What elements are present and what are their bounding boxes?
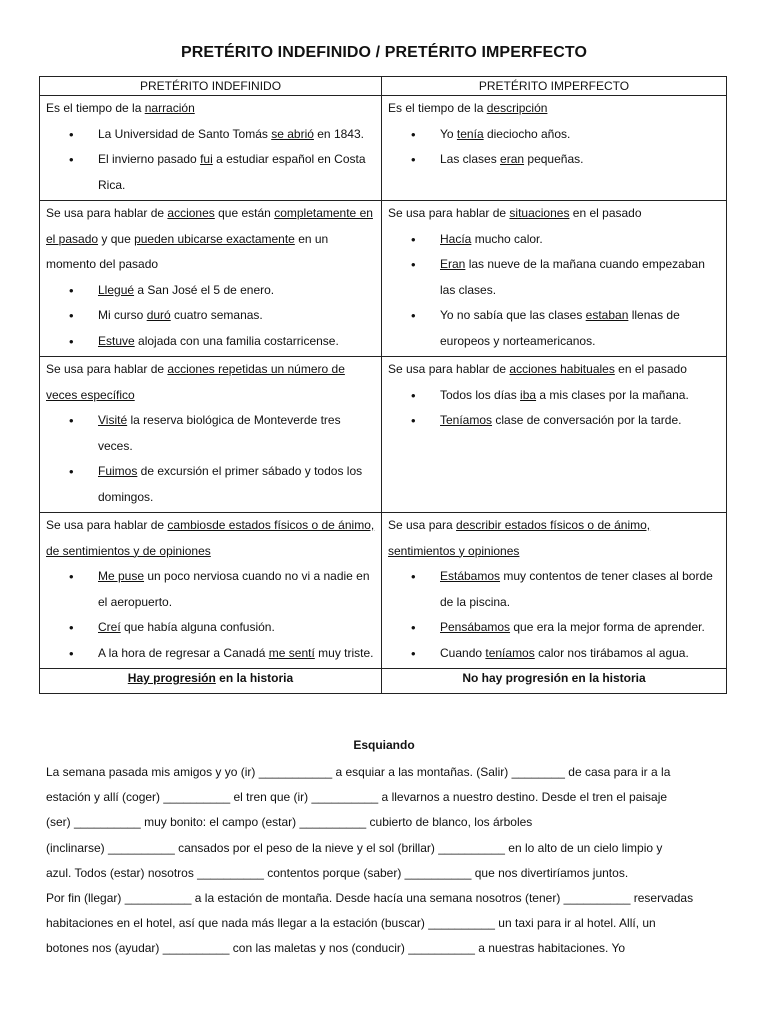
list-item xyxy=(90,303,375,329)
list-item xyxy=(90,278,375,304)
list-item xyxy=(432,615,720,641)
verb: Eran xyxy=(440,257,466,271)
list-item xyxy=(432,147,720,173)
text: muy triste. xyxy=(314,645,374,660)
text: alojada con una familia costarricense. xyxy=(134,333,339,348)
verb: se abrió xyxy=(271,126,314,141)
key-term: descripción xyxy=(486,101,548,115)
key-term: describir estados físicos o de ánimo, sentimientos y opiniones xyxy=(388,518,651,558)
text: a San José el 5 de enero. xyxy=(134,282,275,297)
text: cuatro semanas. xyxy=(170,308,263,322)
text: que había alguna confusión. xyxy=(120,620,275,634)
list-item xyxy=(432,303,720,354)
text: en la historia xyxy=(215,671,294,685)
text: Las clases xyxy=(440,152,501,166)
exercise-line: (inclinarse) __________ cansados por el peso de la nieve y el sol (brillar) __________ en lo alto de un cielo limpio y xyxy=(46,840,663,855)
text: un poco nerviosa cuando no vi a nadie en el aeropuerto. xyxy=(98,569,370,609)
key-term: completamente en el pasado xyxy=(46,206,373,246)
key-term: narración xyxy=(144,101,195,115)
verb: teníamos xyxy=(485,645,535,660)
text: El invierno pasado xyxy=(98,152,201,166)
example-list xyxy=(388,564,720,666)
table-row xyxy=(40,201,727,357)
key-term: acciones habituales xyxy=(509,362,615,376)
text: dieciocho años. xyxy=(483,126,571,141)
text: las nueve de la mañana cuando empezaban las clases. xyxy=(440,257,705,297)
key-term: acciones repetidas un número de veces específico xyxy=(46,362,345,402)
verb: me sentí xyxy=(268,645,315,660)
rule-text xyxy=(388,357,720,383)
list-item xyxy=(90,615,375,641)
list-item xyxy=(90,459,375,510)
verb: iba xyxy=(520,387,537,402)
example-list xyxy=(388,122,720,173)
header-imperfecto: PRETÉRITO IMPERFECTO xyxy=(382,77,727,96)
text: Yo no sabía que las clases xyxy=(440,308,586,322)
text: Todos los días xyxy=(440,387,521,402)
rule-text xyxy=(46,513,375,564)
cell-imperfecto-habituales xyxy=(382,357,727,513)
text: Se usa para hablar de xyxy=(388,206,510,220)
list-item xyxy=(432,564,720,615)
verb: Fuimos xyxy=(98,464,138,478)
verb: Estábamos xyxy=(440,569,501,583)
example-list xyxy=(46,564,375,666)
verb: Hacía xyxy=(440,231,472,246)
rule-text xyxy=(388,201,720,227)
list-item xyxy=(432,641,720,667)
exercise-line: La semana pasada mis amigos y yo (ir) ___________ a esquiar a las montañas. (Salir) ________ de casa para ir a la xyxy=(46,765,671,779)
list-item xyxy=(90,122,375,148)
cell-imperfecto-descripcion xyxy=(382,96,727,201)
verb: Me puse xyxy=(98,569,145,583)
example-list xyxy=(46,278,375,355)
list-item xyxy=(432,227,720,253)
text: Cuando xyxy=(440,645,486,660)
cell-indefinido-cambios xyxy=(40,513,382,669)
list-item xyxy=(432,252,720,303)
exercise-line: (ser) __________ muy bonito: el campo (estar) __________ cubierto de blanco, los árboles xyxy=(46,815,533,830)
verb: eran xyxy=(500,152,525,166)
list-item xyxy=(90,564,375,615)
text: a mis clases por la mañana. xyxy=(536,387,689,402)
verb: Llegué xyxy=(98,282,135,297)
exercise-line: azul. Todos (estar) nosotros __________ contentos porque (saber) __________ que nos divertiríamos juntos. xyxy=(46,865,629,880)
list-item xyxy=(432,122,720,148)
rule-text xyxy=(388,513,720,564)
text: en un momento del pasado xyxy=(46,231,329,271)
example-list xyxy=(388,383,720,434)
rule-text xyxy=(388,96,720,122)
list-item xyxy=(432,408,720,434)
text: Se usa para hablar de xyxy=(388,362,510,376)
key-term: situaciones xyxy=(509,206,570,220)
verb: Pensábamos xyxy=(440,620,511,634)
table-row xyxy=(40,513,727,669)
rule-text xyxy=(46,357,375,408)
verb: fui xyxy=(200,152,213,166)
text: en el pasado xyxy=(569,206,642,220)
header-indefinido: PRETÉRITO INDEFINIDO xyxy=(40,77,382,96)
text: la reserva biológica de Monteverde tres veces. xyxy=(98,413,341,453)
text: que era la mejor forma de aprender. xyxy=(510,620,705,634)
table-header-row xyxy=(40,77,727,96)
grammar-table xyxy=(39,76,727,694)
exercise-line: Por fin (llegar) __________ a la estación de montaña. Desde hacía una semana nosotros (tener) __________ reservadas xyxy=(46,891,694,906)
table-row xyxy=(40,357,727,513)
verb: Creí xyxy=(98,620,121,634)
text: muy contentos de tener clases al borde de la piscina. xyxy=(440,569,713,609)
text: Se usa para hablar de xyxy=(46,518,168,532)
text: de excursión el primer sábado y todos los domingos. xyxy=(98,464,363,504)
cell-indefinido-acciones xyxy=(40,201,382,357)
text: que están xyxy=(214,206,275,220)
table-footer-row xyxy=(40,669,727,694)
list-item xyxy=(90,147,375,198)
text: a estudiar español en Costa Rica. xyxy=(98,152,366,192)
text: Mi curso xyxy=(98,308,147,322)
table-row xyxy=(40,96,727,201)
rule-text xyxy=(46,201,375,278)
text: A la hora de regresar a Canadá xyxy=(98,645,269,660)
example-list xyxy=(46,122,375,199)
exercise-title: Esquiando xyxy=(353,738,415,752)
text: y que xyxy=(98,231,135,246)
footer-indefinido xyxy=(40,669,382,694)
text: en 1843. xyxy=(313,126,364,141)
cell-imperfecto-estados xyxy=(382,513,727,669)
key-term: pueden ubicarse exactamente xyxy=(134,231,295,246)
key-term: cambiosde estados físicos o de ánimo, de sentimientos y de opiniones xyxy=(46,518,375,558)
text: en el pasado xyxy=(614,362,687,376)
cell-imperfecto-situaciones xyxy=(382,201,727,357)
exercise-text xyxy=(46,760,736,962)
text: mucho calor. xyxy=(471,231,543,246)
verb: Teníamos xyxy=(440,413,493,427)
text: Es el tiempo de la xyxy=(388,101,487,115)
key-term: Hay progresión xyxy=(127,671,216,685)
text: La Universidad de Santo Tomás xyxy=(98,126,272,141)
example-list xyxy=(388,227,720,355)
text: Es el tiempo de la xyxy=(46,101,145,115)
page-title: PRETÉRITO INDEFINIDO / PRETÉRITO IMPERFECTO xyxy=(180,44,588,61)
footer-imperfecto: No hay progresión en la historia xyxy=(382,669,727,694)
list-item xyxy=(90,641,375,667)
cell-indefinido-repetidas xyxy=(40,357,382,513)
text: pequeñas. xyxy=(524,152,584,166)
list-item xyxy=(432,383,720,409)
rule-text xyxy=(46,96,375,122)
key-term: acciones xyxy=(167,206,215,220)
example-list xyxy=(46,408,375,510)
text: llenas de europeos y norteamericanos. xyxy=(440,308,680,348)
verb: Estuve xyxy=(98,333,135,348)
text: clase de conversación por la tarde. xyxy=(492,413,682,427)
list-item xyxy=(90,329,375,355)
list-item xyxy=(90,408,375,459)
verb: estaban xyxy=(585,308,629,322)
text: Yo xyxy=(440,126,457,141)
text: Se usa para xyxy=(388,518,457,532)
text: calor nos tirábamos al agua. xyxy=(534,645,689,660)
cell-indefinido-narracion xyxy=(40,96,382,201)
verb: duró xyxy=(146,308,171,322)
exercise-line: estación y allí (coger) __________ el tren que (ir) __________ a llevarnos a nuestro destino. Desde el tren el paisaje xyxy=(46,790,668,805)
exercise-line: botones nos (ayudar) __________ con las maletas y nos (conducir) __________ a nuestras habitaciones. Yo xyxy=(46,941,626,956)
verb: tenía xyxy=(456,126,484,141)
text: Se usa para hablar de xyxy=(46,206,168,220)
verb: Visité xyxy=(98,413,128,427)
exercise-line: habitaciones en el hotel, así que nada más llegar a la estación (buscar) __________ un taxi para ir al hotel. Allí, un xyxy=(46,916,656,931)
text: Se usa para hablar de xyxy=(46,362,168,376)
